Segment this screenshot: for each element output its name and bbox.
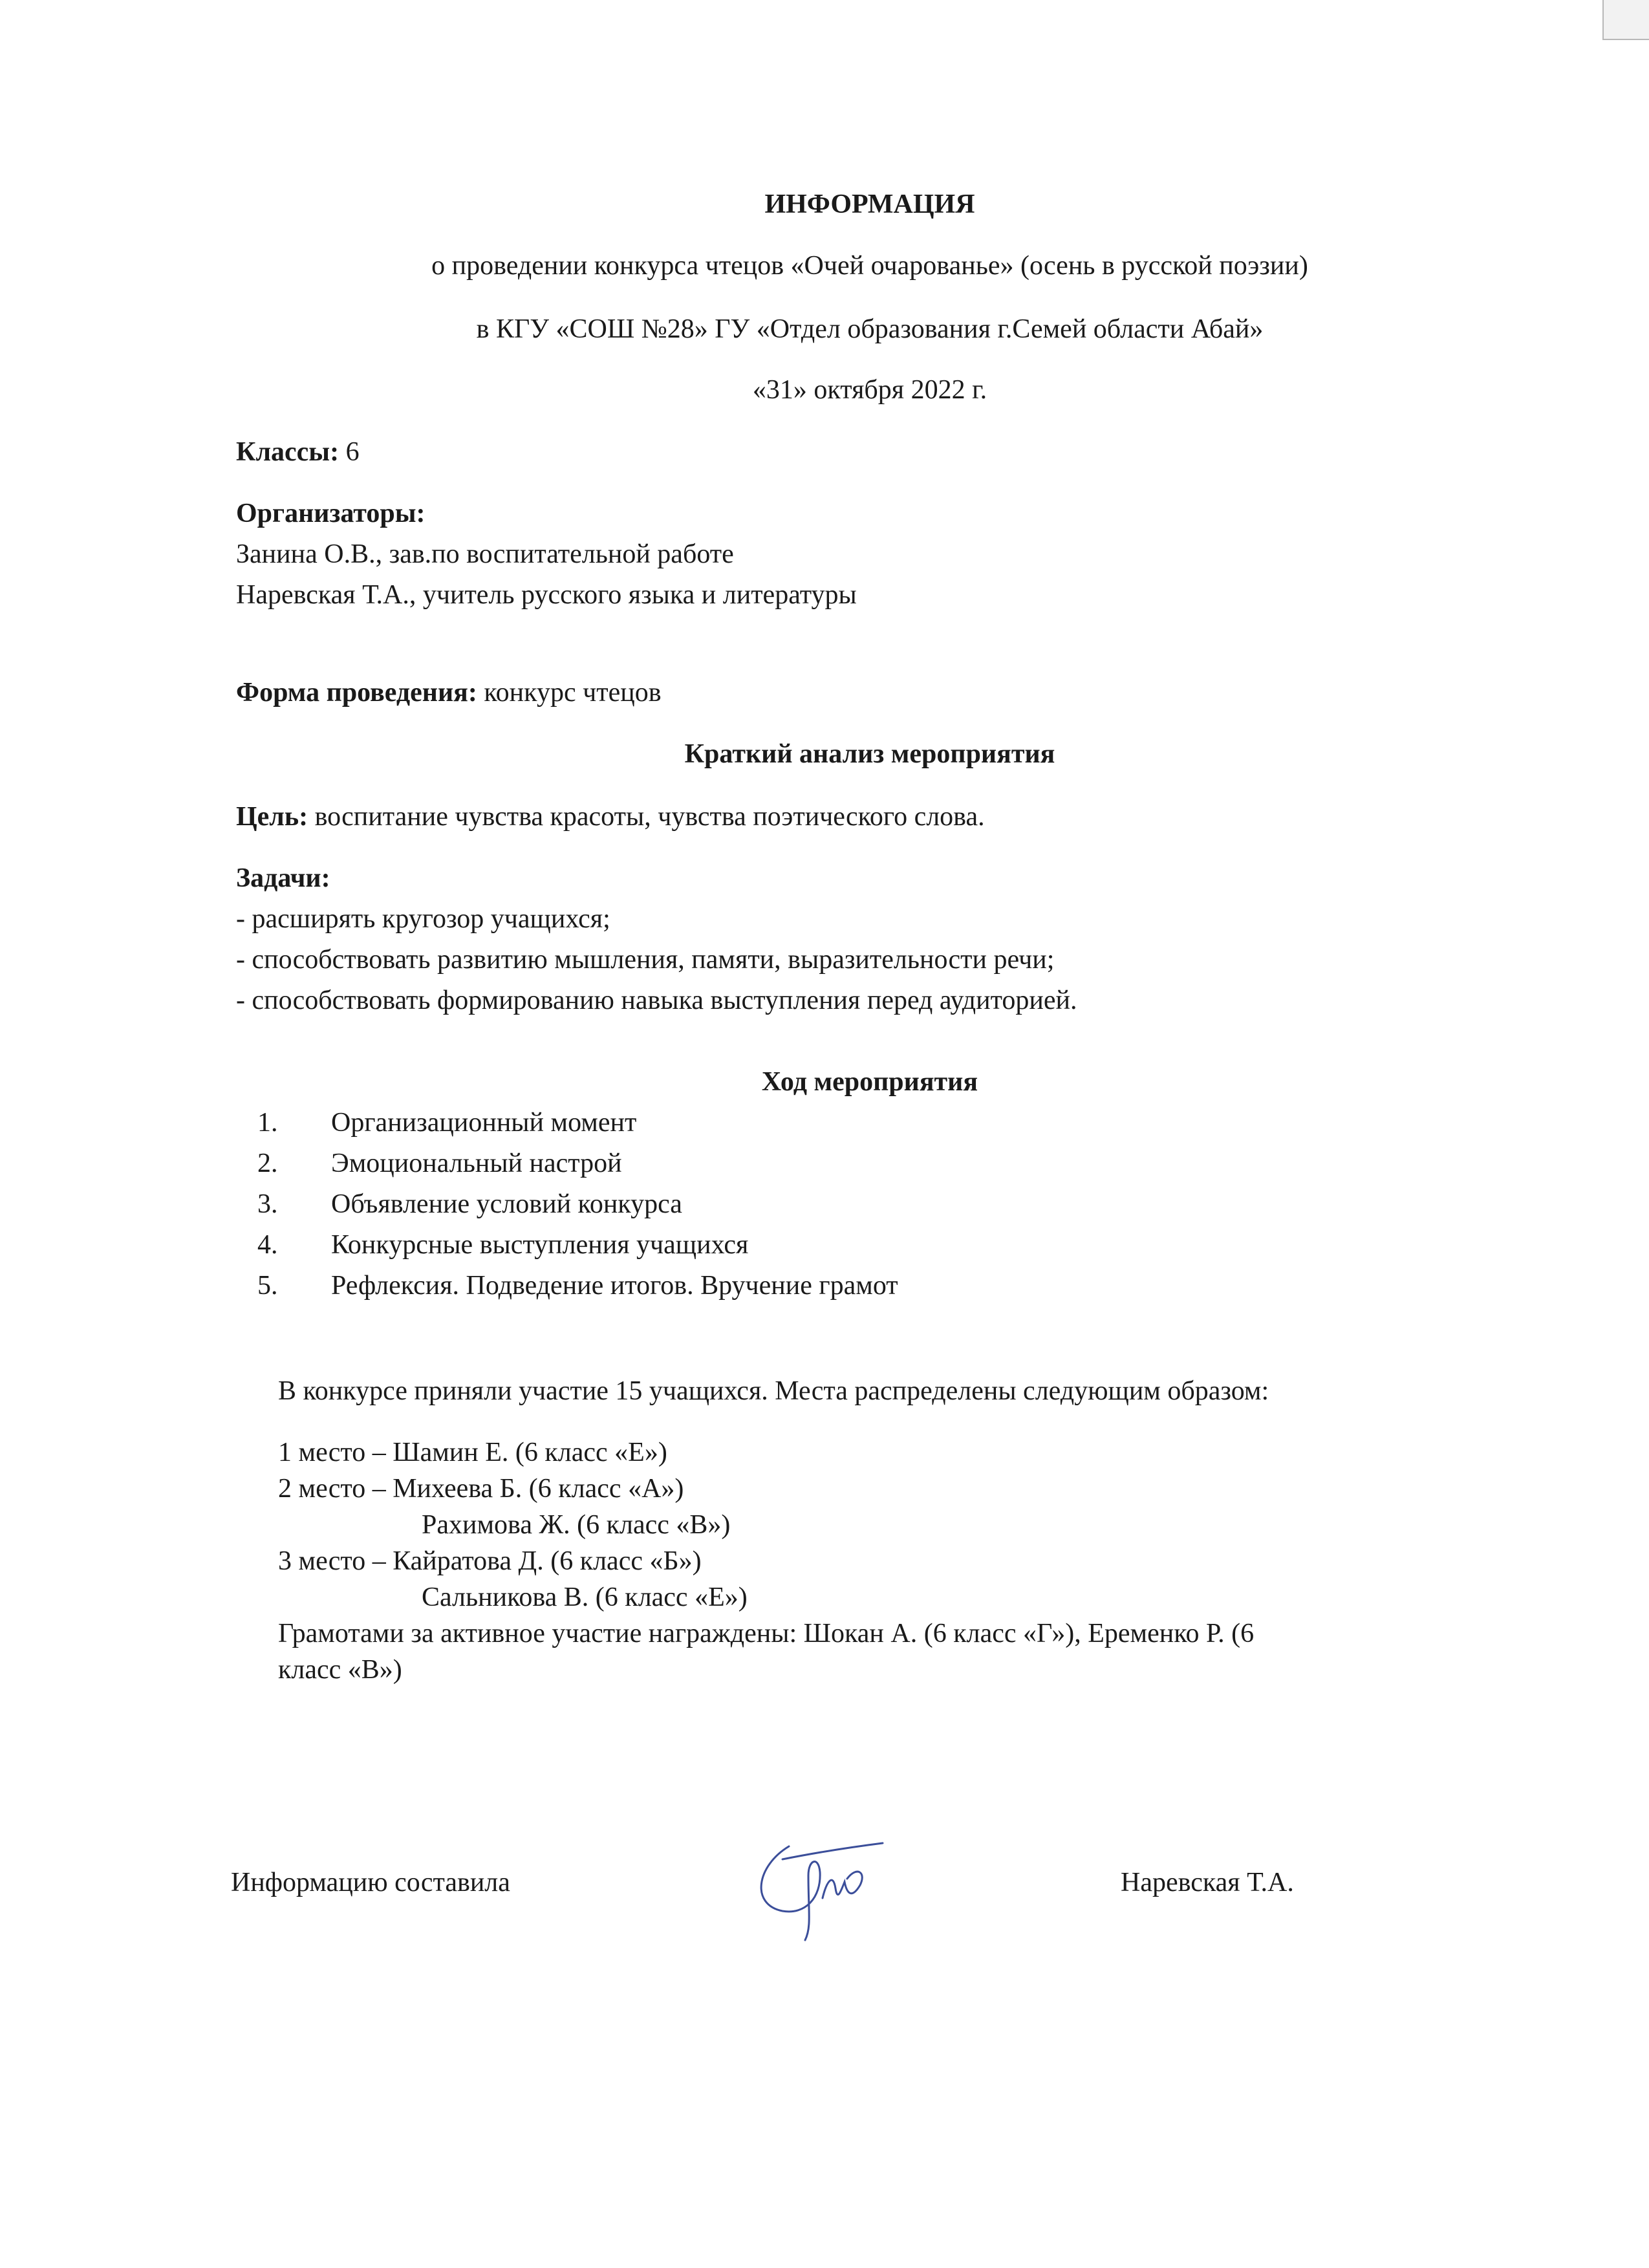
- classes-label: Классы:: [236, 437, 339, 467]
- form-line: [236, 673, 662, 713]
- form-label: Форма проведения:: [236, 678, 477, 707]
- goal-line: [236, 797, 985, 837]
- author-name: Наревская Т.А.: [1121, 1868, 1294, 1897]
- course-heading: Ход мероприятия: [761, 1067, 978, 1097]
- task-item: - способствовать развитию мышления, памяти, выразительности речи;: [236, 945, 1055, 975]
- course-steps-list: [257, 1103, 898, 1306]
- step-number: 5.: [257, 1271, 278, 1301]
- result-line: 1 место – Шамин Е. (6 класс «Е»): [278, 1438, 667, 1467]
- result-text: Сальникова В. (6 класс «Е»): [422, 1582, 748, 1612]
- scan-corner-mark: [1602, 0, 1649, 40]
- goal-value: воспитание чувства красоты, чувства поэтического слова.: [308, 802, 985, 832]
- step-number: 3.: [257, 1189, 278, 1219]
- step-text: Эмоциональный настрой: [331, 1149, 622, 1178]
- step-text: Объявление условий конкурса: [331, 1189, 682, 1219]
- tasks-block: [236, 858, 1077, 1021]
- step-text: Рефлексия. Подведение итогов. Вручение грамот: [331, 1271, 898, 1301]
- result-line-indented: [278, 1577, 1254, 1614]
- list-item: [257, 1103, 898, 1143]
- compiled-by-label: Информацию составила: [231, 1868, 510, 1897]
- organizers-block: [236, 493, 857, 616]
- document-subtitle-1: о проведении конкурса чтецов «Очей очарованье» (осень в русской поэзии): [431, 251, 1308, 281]
- result-line: класс «В»): [278, 1655, 402, 1685]
- task-item: - расширять кругозор учащихся;: [236, 904, 610, 934]
- result-line: 3 место – Кайратова Д. (6 класс «Б»): [278, 1546, 702, 1576]
- organizer-line: Занина О.В., зав.по воспитательной работе: [236, 539, 734, 569]
- step-number: 2.: [257, 1149, 278, 1178]
- document-date: «31» октября 2022 г.: [752, 375, 987, 405]
- result-line: Грамотами за активное участие награждены: Шокан А. (6 класс «Г»), Еременко Р. (6: [278, 1619, 1255, 1648]
- analysis-heading: Краткий анализ мероприятия: [684, 739, 1055, 769]
- classes-value: 6: [339, 437, 360, 467]
- results-block: [278, 1432, 1254, 1686]
- result-text: Рахимова Ж. (6 класс «В»): [422, 1510, 731, 1540]
- list-item: [257, 1184, 898, 1225]
- step-number: 1.: [257, 1108, 278, 1138]
- step-number: 4.: [257, 1230, 278, 1260]
- signature-image: [744, 1820, 892, 1943]
- document-subtitle-2: в КГУ «СОШ №28» ГУ «Отдел образования г.Семей области Абай»: [476, 314, 1264, 344]
- task-item: - способствовать формированию навыка выступления перед аудиторией.: [236, 986, 1077, 1015]
- classes-line: [236, 432, 360, 473]
- results-intro: В конкурсе приняли участие 15 учащихся. Места распределены следующим образом:: [278, 1376, 1269, 1406]
- goal-label: Цель:: [236, 802, 308, 832]
- list-item: [257, 1143, 898, 1184]
- organizers-label: Организаторы:: [236, 499, 426, 528]
- step-text: Организационный момент: [331, 1108, 637, 1138]
- result-line-indented: [278, 1505, 1254, 1541]
- step-text: Конкурсные выступления учащихся: [331, 1230, 749, 1260]
- organizer-line: Наревская Т.А., учитель русского языка и литературы: [236, 580, 857, 610]
- form-value: конкурс чтецов: [477, 678, 662, 707]
- list-item: [257, 1266, 898, 1306]
- tasks-label: Задачи:: [236, 863, 330, 893]
- list-item: [257, 1225, 898, 1266]
- result-line: 2 место – Михеева Б. (6 класс «А»): [278, 1474, 684, 1504]
- document-title: ИНФОРМАЦИЯ: [764, 189, 975, 219]
